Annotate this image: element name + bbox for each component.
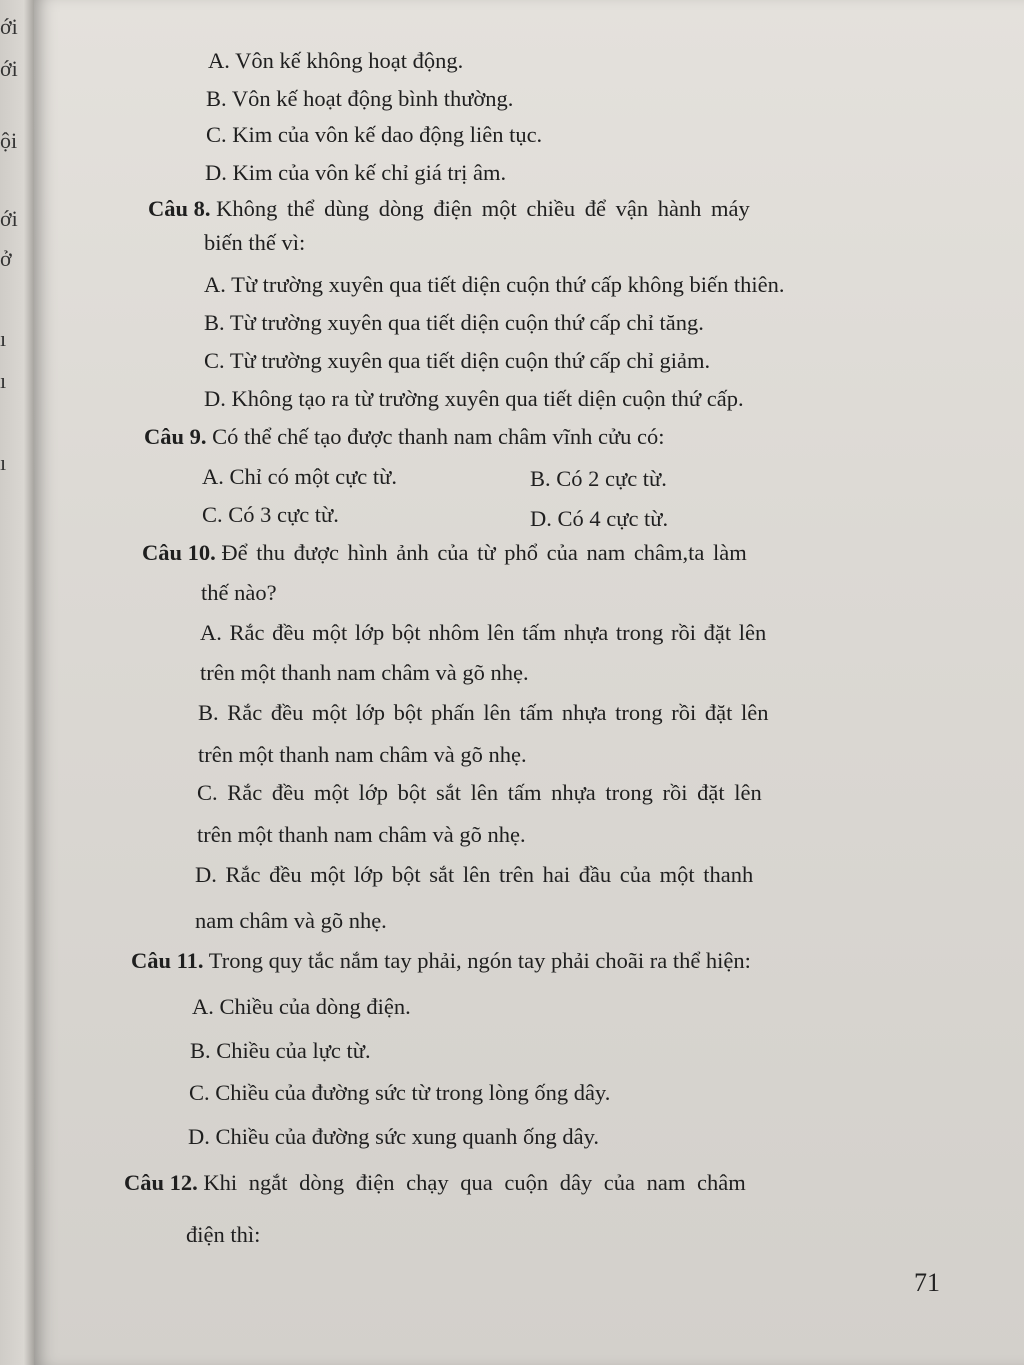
q11-label: Câu 11. — [131, 948, 204, 973]
q11-option-c: C. Chiều của đường sức từ trong lòng ống dây. — [189, 1080, 611, 1105]
q8-option-a: A. Từ trường xuyên qua tiết diện cuộn thứ cấp không biến thiên. — [204, 272, 785, 297]
q8-option-d: D. Không tạo ra từ trường xuyên qua tiết diện cuộn thứ cấp. — [204, 386, 744, 411]
q9-option-b: B. Có 2 cực từ. — [530, 466, 667, 491]
margin-fragment: ı — [0, 326, 7, 351]
q8-text: Không thể dùng dòng điện một chiều để vận hành máy — [216, 196, 750, 221]
margin-fragment: ới — [0, 14, 18, 39]
q10-stem-line2: thế nào? — [201, 580, 277, 605]
q10-label: Câu 10. — [142, 540, 216, 565]
q11-option-d: D. Chiều của đường sức xung quanh ống dây. — [188, 1124, 600, 1149]
q9-option-a: A. Chỉ có một cực từ. — [202, 464, 397, 489]
q7-option-c: C. Kim của vôn kế dao động liên tục. — [206, 122, 543, 147]
margin-fragment: ới — [0, 56, 18, 81]
q7-option-b: B. Vôn kế hoạt động bình thường. — [206, 86, 514, 111]
q10-option-b-line2: trên một thanh nam châm và gõ nhẹ. — [198, 742, 527, 767]
q12-stem-line2: điện thì: — [186, 1222, 261, 1247]
q10-option-a-line1: A. Rắc đều một lớp bột nhôm lên tấm nhựa trong rồi đặt lên — [200, 620, 767, 645]
page-number: 71 — [914, 1268, 940, 1297]
q9-text: Có thể chế tạo được thanh nam châm vĩnh cửu có: — [212, 424, 665, 449]
q9-label: Câu 9. — [144, 424, 207, 449]
margin-fragment: ới — [0, 206, 18, 231]
q11-option-b: B. Chiều của lực từ. — [190, 1038, 371, 1063]
q7-option-a: A. Vôn kế không hoạt động. — [208, 48, 464, 73]
q10-stem-line1 — [142, 540, 747, 566]
q10-option-c-line2: trên một thanh nam châm và gõ nhẹ. — [197, 822, 526, 847]
q12-stem-line1 — [124, 1170, 746, 1196]
margin-fragment: ı — [0, 368, 7, 393]
margin-fragment: ội — [0, 128, 18, 153]
q10-option-a-line2: trên một thanh nam châm và gõ nhẹ. — [200, 660, 529, 685]
q10-option-b-line1: B. Rắc đều một lớp bột phấn lên tấm nhựa trong rồi đặt lên — [198, 700, 769, 725]
q10-option-d-line2: nam châm và gõ nhẹ. — [195, 908, 387, 933]
q12-text: Khi ngắt dòng điện chạy qua cuộn dây của nam châm — [203, 1170, 746, 1195]
q10-option-c-line1: C. Rắc đều một lớp bột sắt lên tấm nhựa trong rồi đặt lên — [197, 780, 762, 805]
q8-label: Câu 8. — [148, 196, 211, 221]
q9-option-d: D. Có 4 cực từ. — [530, 506, 669, 531]
previous-page-edge — [0, 0, 34, 1365]
q11-text: Trong quy tắc nắm tay phải, ngón tay phải choãi ra thể hiện: — [208, 948, 751, 973]
q7-option-d: D. Kim của vôn kế chỉ giá trị âm. — [205, 160, 507, 185]
q8-stem-line1 — [148, 196, 750, 222]
q9-stem — [144, 424, 665, 450]
q9-option-c: C. Có 3 cực từ. — [202, 502, 339, 527]
q10-option-d-line1: D. Rắc đều một lớp bột sắt lên trên hai đầu của một thanh — [195, 862, 754, 887]
q11-stem — [131, 948, 751, 974]
q8-option-c: C. Từ trường xuyên qua tiết diện cuộn thứ cấp chỉ giảm. — [204, 348, 711, 373]
q10-text: Để thu được hình ảnh của từ phổ của nam châm,ta làm — [221, 540, 747, 565]
book-page — [34, 0, 1024, 1365]
q12-label: Câu 12. — [124, 1170, 198, 1195]
q8-stem-line2: biến thế vì: — [204, 230, 306, 255]
q8-option-b: B. Từ trường xuyên qua tiết diện cuộn thứ cấp chỉ tăng. — [204, 310, 704, 335]
margin-fragment: ı — [0, 450, 7, 475]
q11-option-a: A. Chiều của dòng điện. — [192, 994, 411, 1019]
margin-fragment: ở — [0, 246, 12, 271]
